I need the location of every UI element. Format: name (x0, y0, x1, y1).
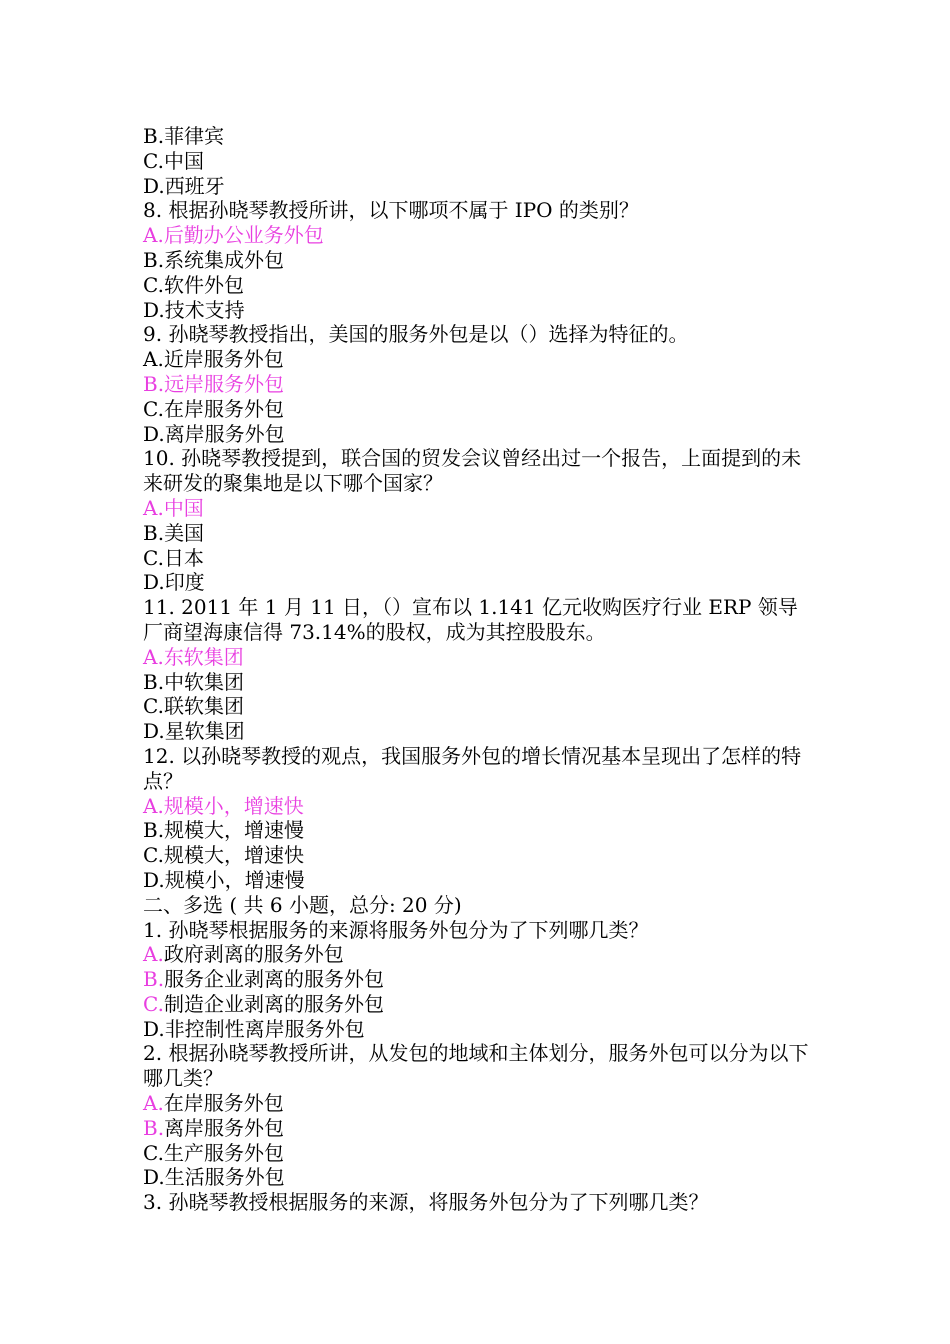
option-letter: C. (143, 694, 164, 719)
answer-option (143, 868, 815, 893)
option-text: 政府剥离的服务外包 (163, 942, 344, 967)
question-text: 2. 根据孙晓琴教授所讲，从发包的地域和主体划分，服务外包可以分为以下哪几类？ (143, 1041, 809, 1091)
option-letter: A. (143, 495, 164, 520)
option-letter: A. (143, 223, 164, 248)
option-letter: A. (143, 793, 164, 818)
answer-option (143, 670, 815, 695)
answer-option (143, 1091, 815, 1116)
option-text: 规模大，增速慢 (164, 818, 305, 843)
option-letter: D. (143, 297, 165, 322)
question-text: 11. 2011 年 1 月 11 日，（）宣布以 1.141 亿元收购医疗行业 ERP 领导厂商望海康信得 73.14%的股权，成为其控股股东。 (143, 595, 798, 644)
option-letter: D. (143, 570, 165, 595)
option-letter: B. (143, 818, 165, 843)
answer-option (143, 1116, 815, 1141)
answer-option (143, 496, 815, 521)
question-text: 8. 根据孙晓琴教授所讲，以下哪项不属于 IPO 的类别？ (143, 198, 639, 223)
answer-option (143, 645, 815, 670)
exam-document (143, 124, 815, 1215)
answer-option (143, 149, 815, 174)
section-heading: 二、多选 ( 共 6 小题，总分: 20 分) (143, 892, 462, 917)
option-letter: C. (143, 843, 164, 868)
option-letter: A. (143, 644, 164, 669)
answer-option (143, 1141, 815, 1166)
answer-option (143, 223, 815, 248)
answer-option (143, 248, 815, 273)
option-letter: B. (143, 669, 165, 694)
option-text: 中软集团 (164, 669, 245, 694)
option-text: 软件外包 (163, 272, 244, 297)
option-letter: A. (143, 1091, 164, 1116)
option-letter: A. (143, 942, 164, 967)
answer-option (143, 1017, 815, 1042)
answer-option (143, 967, 815, 992)
answer-option (143, 273, 815, 298)
option-letter: B. (143, 1115, 165, 1140)
option-letter: D. (143, 1165, 165, 1190)
option-text: 远岸服务外包 (164, 371, 285, 396)
answer-option (143, 347, 815, 372)
option-letter: D. (143, 719, 165, 744)
answer-option (143, 521, 815, 546)
option-text: 西班牙 (164, 173, 225, 198)
option-letter: D. (143, 421, 165, 446)
option-text: 印度 (164, 570, 205, 595)
answer-option (143, 794, 815, 819)
option-text: 菲律宾 (164, 124, 225, 148)
option-text: 离岸服务外包 (164, 421, 285, 446)
option-text: 星软集团 (164, 719, 245, 744)
option-text: 规模小，增速快 (163, 793, 304, 818)
answer-option (143, 719, 815, 744)
question-text: 9. 孙晓琴教授指出，美国的服务外包是以（）选择为特征的。 (143, 322, 689, 347)
option-text: 中国 (163, 148, 204, 173)
option-letter: C. (143, 991, 164, 1016)
answer-option (143, 298, 815, 323)
option-text: 近岸服务外包 (163, 347, 284, 372)
option-text: 非控制性离岸服务外包 (164, 1016, 365, 1041)
option-letter: D. (143, 1016, 165, 1041)
question-text: 10. 孙晓琴教授提到，联合国的贸发会议曾经出过一个报告，上面提到的未来研发的聚集地是以下哪个国家？ (143, 446, 802, 496)
option-text: 中国 (163, 495, 204, 520)
option-text: 联软集团 (163, 694, 244, 719)
question-text: 12. 以孙晓琴教授的观点，我国服务外包的增长情况基本呈现出了怎样的特点？ (143, 743, 802, 793)
answer-option (143, 372, 815, 397)
option-text: 技术支持 (164, 297, 245, 322)
option-text: 生产服务外包 (163, 1140, 284, 1165)
option-letter: B. (143, 124, 165, 148)
option-letter: C. (143, 1140, 164, 1165)
option-text: 规模小，增速慢 (164, 867, 305, 892)
option-letter: B. (143, 247, 165, 272)
option-text: 服务企业剥离的服务外包 (164, 967, 385, 992)
option-letter: D. (143, 867, 165, 892)
option-letter: A. (143, 347, 164, 372)
option-letter: C. (143, 148, 164, 173)
option-text: 美国 (164, 520, 205, 545)
answer-option (143, 942, 815, 967)
option-text: 系统集成外包 (164, 247, 285, 272)
option-letter: B. (143, 520, 165, 545)
option-text: 制造企业剥离的服务外包 (163, 991, 384, 1016)
answer-option (143, 546, 815, 571)
answer-option (143, 818, 815, 843)
answer-option (143, 843, 815, 868)
answer-option (143, 124, 815, 149)
option-text: 规模大，增速快 (163, 843, 304, 868)
option-letter: C. (143, 396, 164, 421)
answer-option (143, 174, 815, 199)
option-letter: C. (143, 545, 164, 570)
option-text: 在岸服务外包 (163, 396, 284, 421)
option-text: 在岸服务外包 (163, 1091, 284, 1116)
answer-option (143, 694, 815, 719)
option-text: 离岸服务外包 (164, 1115, 285, 1140)
option-letter: C. (143, 272, 164, 297)
question-text: 1. 孙晓琴根据服务的来源将服务外包分为了下列哪几类？ (143, 917, 649, 942)
option-text: 日本 (163, 545, 204, 570)
option-text: 后勤办公业务外包 (163, 223, 324, 248)
answer-option (143, 397, 815, 422)
option-letter: B. (143, 371, 165, 396)
question-text: 3. 孙晓琴教授根据服务的来源，将服务外包分为了下列哪几类？ (143, 1190, 709, 1215)
option-text: 东软集团 (163, 644, 244, 669)
answer-option (143, 992, 815, 1017)
option-letter: B. (143, 967, 165, 992)
answer-option (143, 570, 815, 595)
answer-option (143, 422, 815, 447)
answer-option (143, 1165, 815, 1190)
option-letter: D. (143, 173, 165, 198)
option-text: 生活服务外包 (164, 1165, 285, 1190)
